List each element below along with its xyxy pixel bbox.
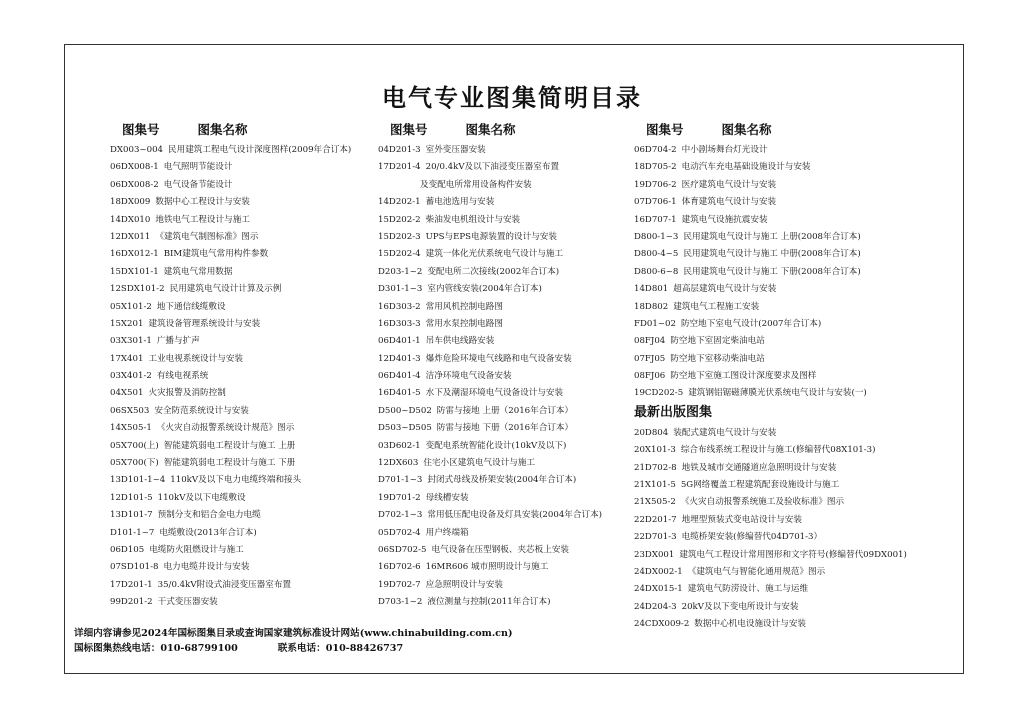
list-item [378,507,648,524]
atlas-code: 21D702-8 [634,462,677,473]
list-item [110,299,380,316]
atlas-name: 防空地下室固定柴油电站 [670,336,765,347]
atlas-code: 24D204-3 [634,601,677,612]
atlas-name: 母线槽安装 [425,492,469,503]
list-item [634,316,944,333]
atlas-name: 防空地下室施工图设计深度要求及图样 [670,371,817,382]
atlas-code: 19D701-2 [378,492,421,503]
list-item [378,385,648,402]
atlas-code: 06D105 [110,544,145,555]
atlas-code: D800-1~3 [634,231,679,242]
atlas-name: 地铁及城市交通隧道应急照明设计与安装 [681,462,837,473]
list-item [110,333,380,350]
catalog-column-2 [378,120,648,612]
list-item [110,159,380,176]
list-item [110,368,380,385]
atlas-name: 地埋型预装式变电站设计与安装 [681,514,802,525]
list-item [378,177,648,194]
atlas-name: 超高层建筑电气设计与安装 [673,284,777,295]
atlas-code: 14D801 [634,284,669,295]
list-item [634,246,944,263]
atlas-code: FD01~02 [634,318,676,329]
atlas-name: 防雷与接地 上册（2016年合订本） [436,405,574,416]
atlas-name: 医疗建筑电气设计与安装 [681,179,777,190]
atlas-code: 05X700(下) [110,458,159,469]
list-item [378,194,648,211]
atlas-name: 民用建筑电气设计计算及示例 [169,284,282,295]
atlas-code: D101-1~7 [110,527,155,538]
atlas-name: 电缆防火阻燃设计与施工 [149,544,244,555]
atlas-code: 12D101-5 [110,492,153,503]
atlas-code: 12DX603 [378,458,419,469]
atlas-name: 电缆敷设(2013年合订本) [159,527,257,538]
list-item [110,472,380,489]
atlas-code: 06SX503 [110,405,150,416]
atlas-name: 地铁电气工程设计与施工 [155,214,250,225]
atlas-name: 数据中心工程设计与安装 [155,197,250,208]
footer-contact: 联系电话：010-88426737 [277,643,404,654]
list-item [378,159,648,176]
atlas-code: 06DX008-1 [110,162,159,173]
atlas-code: D800-6~8 [634,266,679,277]
list-item [378,264,648,281]
list-item [634,564,944,581]
header-name: 图集名称 [465,122,516,137]
atlas-name: 建筑电气工程施工安装 [673,301,760,312]
atlas-code: 05X101-2 [110,301,152,312]
atlas-name: 柴油发电机组设计与安装 [425,214,521,225]
list-item [378,472,648,489]
list-item [378,525,648,542]
list-item [110,559,380,576]
atlas-code: 16D303-3 [378,318,421,329]
list-item [110,281,380,298]
atlas-code: 24DX015-1 [634,584,683,595]
atlas-code: 18D802 [634,301,669,312]
atlas-code: D301-1~3 [378,284,423,295]
list-item [378,229,648,246]
atlas-name: 室内管线安装(2004年合订本) [427,284,542,295]
footer-hotline: 国标图集热线电话：010-68799100 [74,643,238,654]
list-item [634,264,944,281]
header-name: 图集名称 [721,122,772,137]
atlas-name: 5G网络覆盖工程建筑配套设施设计与施工 [680,480,840,491]
atlas-name: 用户终端箱 [425,527,469,538]
atlas-code: 19D702-7 [378,579,421,590]
atlas-code: 18D705-2 [634,162,677,173]
list-item [634,425,944,442]
column-header [634,120,944,140]
atlas-name: 数据中心机电设施设计与安装 [694,619,807,630]
list-item [110,212,380,229]
atlas-code: 13D101-1~4 [110,475,166,486]
atlas-name: 20/0.4kV及以下油浸变压器室布置 [425,162,560,173]
atlas-code: D503~D505 [378,423,432,434]
atlas-code: 15D202-4 [378,249,421,260]
atlas-name: 水下及潮湿环境电气设备设计与安装 [425,388,564,399]
atlas-name: 蓄电池选用与安装 [425,197,495,208]
list-item [378,420,648,437]
list-item [110,420,380,437]
atlas-name: 防空地下室移动柴油电站 [670,353,765,364]
atlas-name: 室外变压器安装 [425,145,486,155]
atlas-code: 19CD202-5 [634,388,684,399]
list-item [378,351,648,368]
atlas-code: 23DX001 [634,549,675,560]
atlas-name: 液位测量与控制(2011年合订本) [427,597,551,608]
atlas-name: 常用风机控制电路图 [425,301,503,312]
atlas-code: 16D303-2 [378,301,421,312]
header-code: 图集号 [122,122,160,137]
atlas-name: 民用建筑工程电气设计深度图样(2009年合订本) [168,145,352,155]
footer [74,626,513,656]
list-item [378,438,648,455]
list-item [110,594,380,611]
list-item [634,229,944,246]
atlas-code: 16DX012-1 [110,249,159,260]
list-item [378,281,648,298]
atlas-name: 洁净环境电气设备安装 [425,371,512,382]
list-item [110,455,380,472]
atlas-code: 03D602-1 [378,440,421,451]
atlas-name: 封闭式母线及桥架安装(2004年合订本) [427,475,577,486]
list-item [378,594,648,611]
atlas-code: 07SD101-8 [110,562,159,573]
catalog-list [110,142,380,612]
list-item [634,442,944,459]
list-item [634,281,944,298]
atlas-name: 火灾报警及消防控制 [148,388,226,399]
list-item [378,490,648,507]
atlas-name: 安全防范系统设计与安装 [154,405,249,416]
atlas-code: 15D202-3 [378,231,421,242]
atlas-name: 常用水泵控制电路图 [425,318,503,329]
atlas-name: 35/0.4kV附设式油浸变压器室布置 [157,579,292,590]
atlas-name: BIM建筑电气常用构件参数 [163,249,269,260]
atlas-name: 建筑电气设施抗震安装 [681,214,768,225]
atlas-code: 15D202-2 [378,214,421,225]
list-item [634,177,944,194]
atlas-code: 14D202-1 [378,197,421,208]
list-item [634,194,944,211]
atlas-code: 18DX009 [110,197,151,208]
atlas-code: 13D101-7 [110,510,153,521]
list-item [634,547,944,564]
atlas-name: 16MR606 城市照明设计与施工 [425,562,549,573]
atlas-name: 建筑电气防涝设计、施工与运维 [687,584,809,595]
atlas-code: 15X201 [110,318,144,329]
atlas-name: 民用建筑电气设计与施工 上册(2008年合订本) [683,231,861,242]
list-item [378,559,648,576]
atlas-code: 05D702-4 [378,527,421,538]
atlas-code: 06D401-4 [378,371,421,382]
atlas-code: 22D201-7 [634,514,677,525]
list-item [110,403,380,420]
atlas-name: 装配式建筑电气设计与安装 [673,427,777,438]
list-item [378,212,648,229]
atlas-code: D701-1~3 [378,475,423,486]
atlas-name: 常用低压配电设备及灯具安装(2004年合订本) [427,510,603,521]
atlas-code: 06DX008-2 [110,179,159,190]
list-item [634,581,944,598]
catalog-list [634,142,944,403]
atlas-name: 智能建筑弱电工程设计与施工 下册 [163,458,296,469]
atlas-code: 12D401-3 [378,353,421,364]
atlas-code: 24CDX009-2 [634,619,690,630]
atlas-name: 工业电视系统设计与安装 [148,353,244,364]
atlas-name: 体育建筑电气设计与安装 [681,197,777,208]
atlas-name: 20kV及以下变电所设计与安装 [681,601,799,612]
atlas-name: 电动汽车充电基础设施设计与安装 [681,162,811,173]
list-item [110,246,380,263]
list-item [110,229,380,246]
list-item [634,616,944,633]
atlas-code: 03X401-2 [110,371,152,382]
atlas-code: D703-1~2 [378,597,423,608]
list-item [634,529,944,546]
atlas-code: D702-1~3 [378,510,423,521]
atlas-code: 04D201-3 [378,145,421,155]
atlas-code: 03X301-1 [110,336,152,347]
list-item [378,542,648,559]
atlas-name: 110kV及以下电力电缆终端和接头 [170,475,302,486]
atlas-code: 21X101-5 [634,480,676,491]
atlas-name: 《建筑电气与智能化通用规范》图示 [687,566,826,577]
list-item [110,351,380,368]
atlas-code: 06SD702-5 [378,544,427,555]
list-item [378,246,648,263]
list-item [378,403,648,420]
list-item [634,512,944,529]
atlas-code: 20D804 [634,427,669,438]
atlas-name: 电气设备在压型钢板、夹芯板上安装 [431,544,570,555]
atlas-name: 有线电视系统 [156,371,209,382]
list-item [110,142,380,159]
list-item [378,368,648,385]
atlas-name: 变配电所二次接线(2002年合订本) [427,266,560,277]
footer-phones [74,641,513,656]
list-item [110,490,380,507]
atlas-name: 爆炸危险环境电气线路和电气设备安装 [425,353,572,364]
atlas-name: 电气设备节能设计 [163,179,233,190]
atlas-code: D203-1~2 [378,266,423,277]
atlas-code: 99D201-2 [110,597,153,608]
list-item [110,438,380,455]
list-item [634,477,944,494]
atlas-name: 智能建筑弱电工程设计与施工 上册 [163,440,296,451]
atlas-code: 06D401-1 [378,336,421,347]
header-code: 图集号 [390,122,428,137]
atlas-code: 07D706-1 [634,197,677,208]
atlas-name: 住宅小区建筑电气设计与施工 [423,458,536,469]
atlas-name: 《火灾自动报警系统施工及验收标准》图示 [680,497,845,508]
footer-website-note: 详细内容请参见2024年国标图集目录或查询国家建筑标准设计网站(www.chinabuilding.com.cn) [74,628,513,639]
atlas-code: 20X101-3 [634,445,676,456]
atlas-code: 15DX101-1 [110,266,159,277]
atlas-name: 广播与扩声 [156,336,200,347]
catalog-column-3 [634,120,944,634]
atlas-name: 中小剧场舞台灯光设计 [681,145,768,155]
atlas-code: 04X501 [110,388,144,399]
atlas-code: 16D702-6 [378,562,421,573]
atlas-name: 综合布线系统工程设计与施工(修编替代08X101-3) [680,445,876,456]
list-item [110,542,380,559]
list-item [634,142,944,159]
atlas-name: 《火灾自动报警系统设计规范》图示 [156,423,295,434]
list-item [634,212,944,229]
atlas-code: 12DX011 [110,231,151,242]
list-item [634,599,944,616]
atlas-code: 07FJ05 [634,353,666,364]
atlas-name: 建筑一体化光伏系统电气设计与施工 [425,249,564,260]
atlas-name: 地下通信线缆敷设 [156,301,226,312]
column-header [378,120,648,140]
atlas-code: 08FJ06 [634,371,666,382]
page-title: 电气专业图集简明目录 [382,83,642,112]
list-item [634,460,944,477]
list-item [378,577,648,594]
atlas-name: 防空地下室电气设计(2007年合订本) [680,318,822,329]
atlas-code: D800-4~5 [634,249,679,260]
list-item [378,299,648,316]
list-item [110,525,380,542]
atlas-code: 21X505-2 [634,497,676,508]
list-item [378,142,648,159]
list-item [634,368,944,385]
atlas-name: 吊车供电线路安装 [425,336,495,347]
atlas-name: 防雷与接地 下册（2016年合订本） [436,423,574,434]
atlas-name: 电缆桥架安装(修编替代04D701-3） [681,532,823,543]
atlas-name: 应急照明设计与安装 [425,579,503,590]
list-item [110,316,380,333]
atlas-code: DX003~004 [110,145,164,155]
list-item [110,507,380,524]
list-item [378,316,648,333]
catalog-column-1 [110,120,380,612]
list-item [634,333,944,350]
latest-section-title: 最新出版图集 [634,404,713,420]
atlas-code: 17D201-4 [378,162,421,173]
atlas-code: 14X505-1 [110,423,152,434]
list-item [634,494,944,511]
atlas-name: 建筑电气常用数据 [163,266,233,277]
atlas-code: 16D707-1 [634,214,677,225]
list-item [110,577,380,594]
atlas-name: UPS与EPS电源装置的设计与安装 [425,231,557,242]
atlas-code: D500~D502 [378,405,432,416]
atlas-code: 16D401-5 [378,388,421,399]
atlas-name: 建筑钢铝锯磁薄膜光伏系统电气设计与安装(一) [688,388,867,399]
atlas-name: 民用建筑电气设计与施工 中册(2008年合订本) [683,249,861,260]
list-item [110,264,380,281]
atlas-code: 19D706-2 [634,179,677,190]
list-item [110,385,380,402]
header-name: 图集名称 [197,122,248,137]
atlas-code: 22D701-3 [634,532,677,543]
header-code: 图集号 [646,122,684,137]
atlas-name: 电气照明节能设计 [163,162,233,173]
atlas-code: 06D704-2 [634,145,677,155]
atlas-name: 变配电系统智能化设计(10kV及以下) [425,440,567,451]
atlas-name: 民用建筑电气设计与施工 下册(2008年合订本) [683,266,861,277]
atlas-name: 干式变压器安装 [157,597,218,608]
atlas-name: 《建筑电气制图标准》图示 [155,231,259,242]
atlas-code: 24DX002-1 [634,566,683,577]
atlas-code: 17D201-1 [110,579,153,590]
atlas-name: 建筑设备管理系统设计与安装 [148,318,261,329]
column-header [110,120,380,140]
list-item [110,177,380,194]
catalog-list [378,142,648,612]
atlas-code: 14DX010 [110,214,151,225]
atlas-name: 110kV及以下电缆敷设 [157,492,246,503]
list-item [634,299,944,316]
list-item [634,385,944,402]
list-item [634,351,944,368]
list-item [634,159,944,176]
latest-list [634,425,944,634]
atlas-name: 预制分支和铝合金电力电缆 [157,510,261,521]
atlas-code: 05X700(上) [110,440,159,451]
atlas-name: 电力电缆井设计与安装 [163,562,250,573]
atlas-code: 08FJ04 [634,336,666,347]
atlas-code: 12SDX101-2 [110,284,165,295]
atlas-name: 建筑电气工程设计常用图形和文字符号(修编替代09DX001) [679,549,907,560]
list-item [378,333,648,350]
list-item [378,455,648,472]
atlas-name: 及变配电所常用设备构件安装 [420,179,532,190]
list-item [110,194,380,211]
atlas-code: 17X401 [110,353,144,364]
